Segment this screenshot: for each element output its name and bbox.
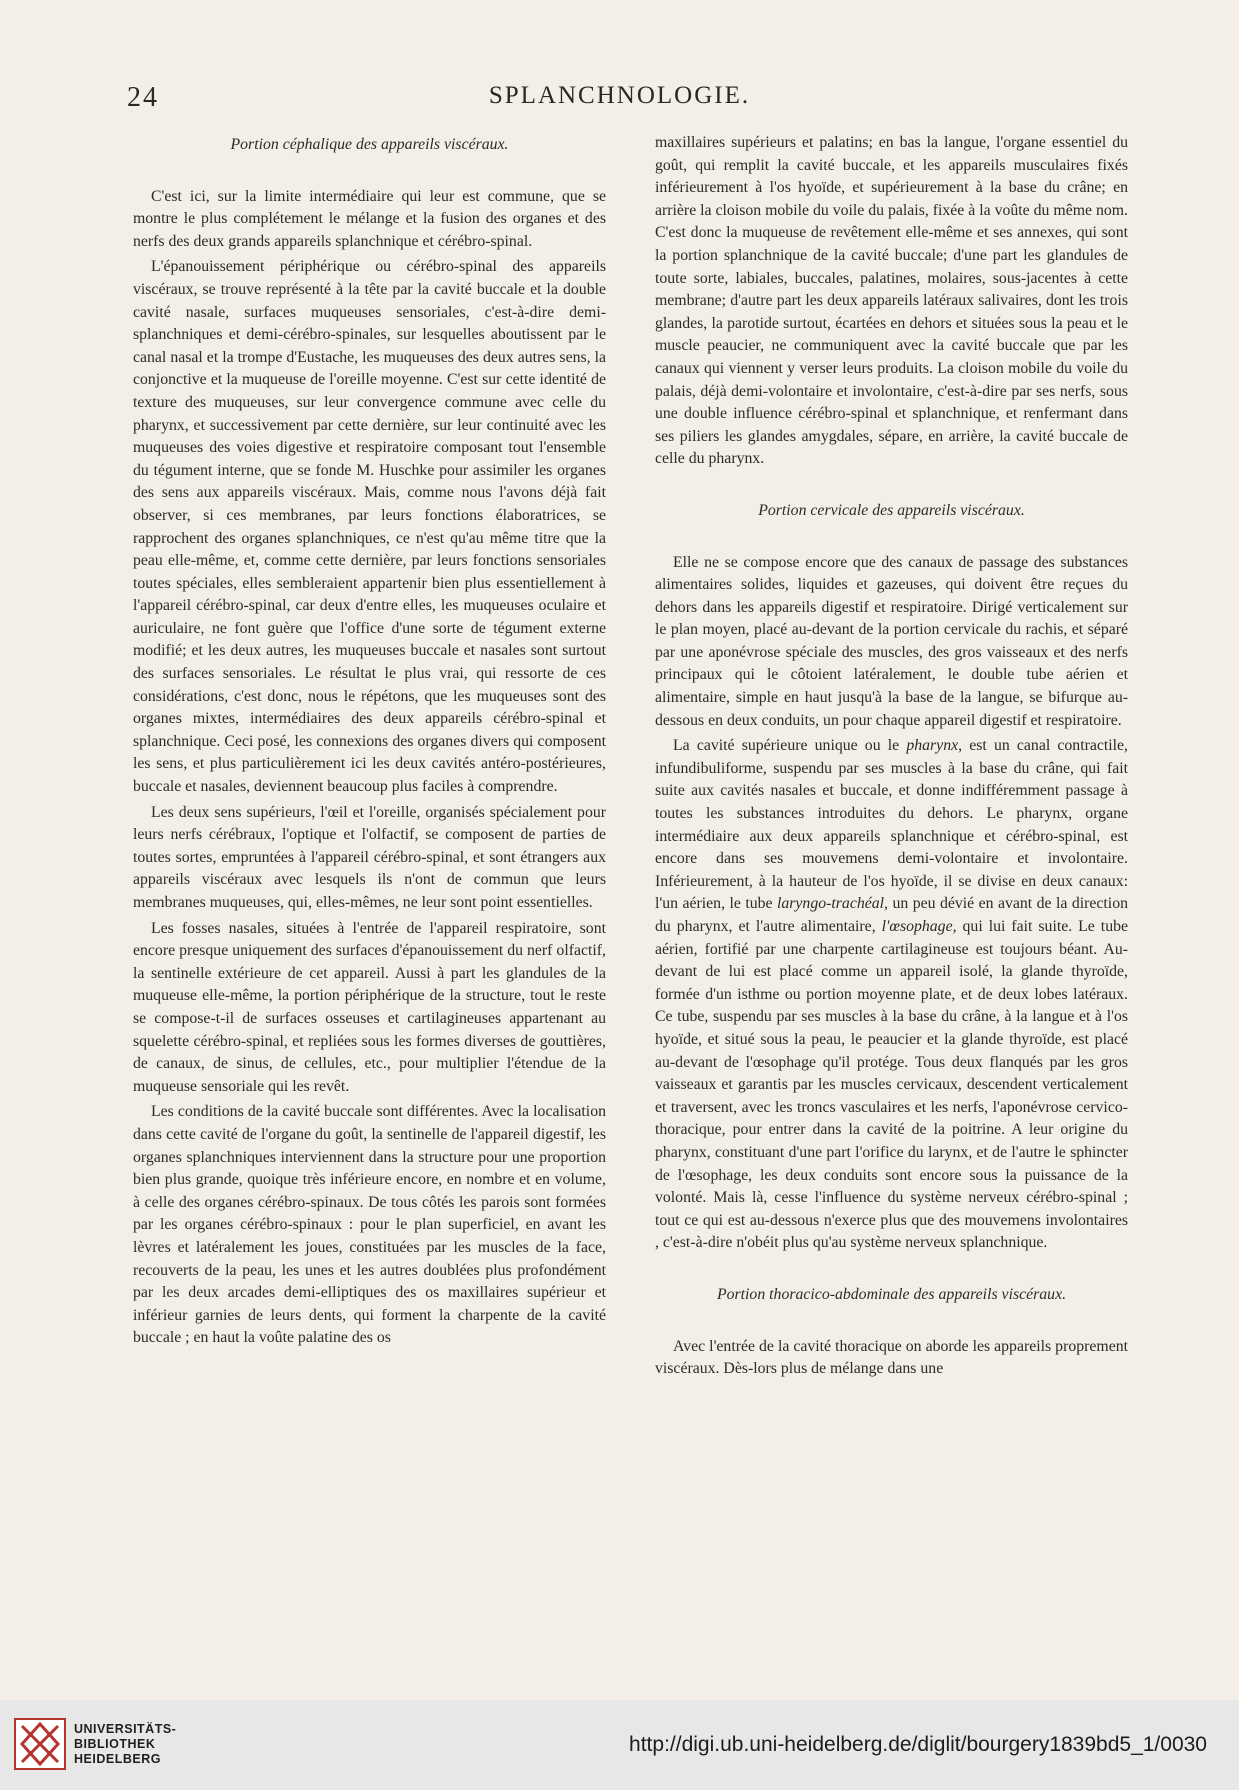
paragraph: [655, 735, 1128, 1255]
library-name: [74, 1722, 176, 1767]
page-number: 24: [127, 82, 159, 113]
right-column: [655, 132, 1128, 1384]
paragraph: Avec l'entrée de la cavité thoracique on aborde les appareils proprement viscéraux. Dès-lors plus de mélange dans une: [655, 1337, 1128, 1378]
term-oesophage: l'œsophage,: [881, 918, 957, 935]
paragraph: Elle ne se compose encore que des canaux de passage des substances alimentaires solides, liquides et gazeuses, qui doivent être reçues du dehors dans les appareils digestif et respiratoire. Dirigé verticalement sur le plan moyen, placé au-devant de la portion cervicale du rachis, et séparé par une aponévrose spéciale des muscles, des gros vaisseaux et des nerfs principaux qui le côtoient latéralement, le double tube aérien et alimentaire, simple en haut jusqu'à la base de la langue, se bifurque au-dessous en deux conduits, un pour chaque appareil digestif et respiratoire.: [655, 553, 1128, 729]
term-pharynx: pharynx,: [906, 737, 963, 755]
university-seal-icon: [14, 1718, 66, 1770]
paragraph: Les conditions de la cavité buccale sont différentes. Avec la localisation dans cette cavité de l'organe du goût, la sentinelle de l'appareil digestif, les organes splanchniques interviennent dans la structure pour une proportion bien plus grande, quoique très inférieure encore, en nombre et en volume, à celle des organes cérébro-spinaux. De tous côtés les parois sont formées par les organes cérébro-spinaux : pour le plan superficiel, en avant les lèvres et latéralement les joues, constituées par les muscles de la face, recouverts de la peau, les unes et les autres doublées plus profondément par les deux arcades demi-elliptiques des os maxillaires supérieur et inférieur garnies de leurs dents, qui forment la charpente de la cavité buccale ; en haut la voûte palatine des os: [133, 1103, 606, 1347]
text-run: qui lui fait suite. Le tube aérien, fortifié par une charpente cartilagineuse est toujours béant. Au-devant de lui est placé comme un appareil isolé, la glande thyroïde, formée d'un isthme ou portion moyenne plate, et de deux lobes latéraux. Ce tube, suspendu par ses muscles à la base du crâne, à la langue et à l'os hyoïde, et situé sous la peau, le peaucier et la glande thyroïde, est placé au-devant de l'œsophage qu'il protége. Tous deux flanqués par les gros vaisseaux et garantis par les muscles cervicaux, descendent verticalement et traversent, avec les troncs vasculaires et les nerfs, l'aponévrose cervico-thoracique, pour entrer dans la cavité de la poitrine. A leur origine du pharynx, constituant d'une part l'orifice du larynx, et de l'autre le sphincter de l'œsophage, les deux conduits sont encore sous la puissance de la volonté. Mais là, cesse l'influence du système nerveux cérébro-spinal ; tout ce qui est au-dessous n'exerce plus que des mouvemens involontaires , c'est-à-dire n'obéit plus qu'au système nerveux splanchnique.: [655, 918, 1129, 1252]
library-name-line: HEIDELBERG: [74, 1752, 161, 1766]
source-url-link[interactable]: http://digi.ub.uni-heidelberg.de/diglit/bourgery1839bd5_1/0030: [629, 1733, 1207, 1756]
paragraph: C'est ici, sur la limite intermédiaire qui leur est commune, que se montre le plus complétement le mélange et la fusion des organes et des nerfs des deux grands appareils splanchnique et cérébro-spinal.: [133, 187, 606, 250]
section-heading-cervical: Portion cervicale des appareils viscéraux.: [758, 501, 1025, 519]
section-heading-cephalic: Portion céphalique des appareils viscéraux.: [230, 136, 509, 153]
paragraph: Les fosses nasales, situées à l'entrée de l'appareil respiratoire, sont encore presque uniquement des surfaces d'épanouissement du nerf olfactif, la sentinelle extérieure de cet appareil. Aussi à part les glandules de la muqueuse elle-même, la portion périphérique de la structure, tout le reste se compose-t-il de surfaces osseuses et cartilagineuses appartenant au squelette cérébro-spinal, et repliées sous les formes diverses de gouttières, de canaux, de sinus, de cellules, etc., pour multiplier l'étendue de la muqueuse sensoriale qui les revêt.: [133, 919, 606, 1095]
running-title: SPLANCHNOLOGIE.: [488, 82, 751, 109]
section-heading-thoracic: Portion thoracico-abdominale des appareils viscéraux.: [716, 1285, 1067, 1303]
text-run: La cavité supérieure unique ou le: [673, 737, 907, 755]
paragraph-continuation: maxillaires supérieurs et palatins; en bas la langue, l'organe essentiel du goût, qui remplit la cavité buccale, et les appareils musculaires fixés inférieurement à l'os hyoïde, et supérieurement à la base du crâne; en arrière la cloison mobile du voile du palais, fixée à la voûte du même nom. C'est donc la muqueuse de revêtement elle-même et ses annexes, qui sont la portion splanchnique de la cavité buccale; d'une part les glandules de toute sorte, labiales, buccales, palatines, molaires, sous-jacentes à cette membrane; d'autre part les deux appareils latéraux salivaires, dont les trois glandes, la parotide surtout, écartées en dehors et situées sous la peau et le muscle peaucier, ne communiquent avec la cavité buccale que par les canaux qui viennent y verser leurs produits. La cloison mobile du voile du palais, déjà demi-volontaire et involontaire, c'est-à-dire par ses nerfs, sous une double influence cérébro-spinal et splanchnique, et renfermant dans ses piliers les glandes amygdales, sépare, en arrière, la cavité buccale de celle du pharynx.: [655, 134, 1128, 468]
paragraph: Les deux sens supérieurs, l'œil et l'oreille, organisés spécialement pour leurs nerfs cérébraux, l'optique et l'olfactif, se composent de parties de toutes sortes, empruntées à l'appareil cérébro-spinal, et sont étrangers aux appareils viscéraux avec lesquels ils n'ont de commun que leurs membranes muqueuses, qui, elles-mêmes, ne leur sont point essentielles.: [133, 803, 606, 911]
digitization-footer: [0, 1700, 1239, 1790]
library-name-line: UNIVERSITÄTS-: [74, 1722, 177, 1736]
left-column: [133, 132, 606, 1353]
paragraph: L'épanouissement périphérique ou cérébro-spinal des appareils viscéraux, se trouve représenté à la tête par la cavité buccale et la double cavité nasale, surfaces muqueuses sensoriales, c'est-à-dire demi-splanchniques et demi-cérébro-spinales, sur lesquelles aboutissent par le canal nasal et la trompe d'Eustache, les muqueuses des deux autres sens, la conjonctive et la muqueuse de l'oreille moyenne. C'est sur cette identité de texture des muqueuses, sur leur convergence commune avec celle du pharynx, et successivement par cette dernière, sur leur continuité avec les muqueuses des voies digestive et respiratoire composant tout l'ensemble du tégument interne, que se fonde M. Huschke pour assimiler les organes des sens aux appareils viscéraux. Mais, comme nous l'avons déjà fait observer, si ces membranes, par leurs fonctions élaboratrices, se rapprochent des organes splanchniques, ce n'est qu'au même titre que la peau elle-même, et, comme cette dernière, par leurs fonctions sensoriales toutes spéciales, elles sembleraient appartenir bien plus essentiellement à l'appareil cérébro-spinal, car deux d'entre elles, les muqueuses oculaire et auriculaire, ne font guère que l'office d'une sorte de tégument externe modifié; et les deux autres, les muqueuses buccale et nasales sont surtout des surfaces sensoriales. Le résultat le plus vrai, qui ressorte de ces considérations, c'est donc, nous le répétons, que les muqueuses sont des organes mixtes, intermédiaires des deux appareils cérébro-spinal et splanchnique. Ceci posé, les connexions des organes divers qui composent les sens, et plus particulièrement ici les deux cavités antéro-postérieures, buccale et nasales, deviennent beaucoup plus faciles à comprendre.: [133, 258, 606, 796]
text-run: est un canal contractile, infundibuliforme, suspendu par ses muscles à la base du crâne, qui fait suite aux cavités nasales et buccale, et donne indifféremment passage à toutes les substances introduites du dehors. Le pharynx, organe intermédiaire aux deux appareils splanchnique et cérébro-spinal, est encore dans ses mouvemens demi-volontaire et involontaire. Inférieurement, à la hauteur de l'os hyoïde, il se divise en deux canaux: l'un aérien, le tube: [655, 737, 1128, 913]
library-name-line: BIBLIOTHEK: [74, 1737, 156, 1751]
page-header: [0, 82, 1239, 122]
term-laryngo-tracheal: laryngo-trachéal,: [776, 895, 888, 913]
text-run: un peu dévié en avant de la direction du pharynx, et l'autre alimentaire,: [655, 895, 1128, 935]
